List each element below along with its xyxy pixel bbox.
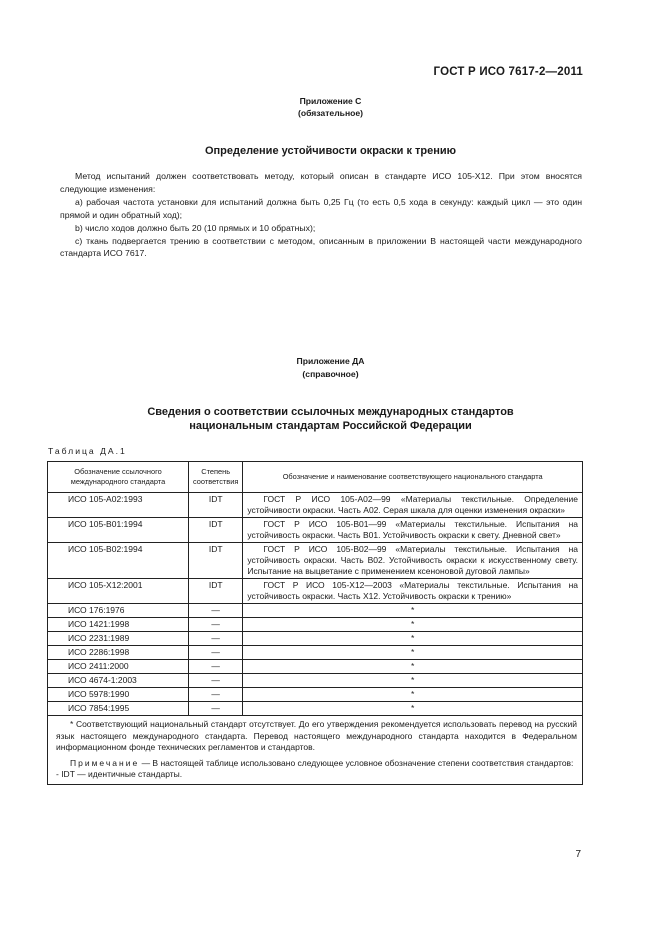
ref-cell: ИСО 7854:1995 — [48, 702, 189, 716]
footnote-text: * Соответствующий национальный стандарт отсутствует. До его утверждения рекомендуется использовать перевод на русский язык настоящего международного стандарта. Перевод настоящего международного стандарта находится в Федеральном информационном фонде технических регламентов и стандартов. — [56, 719, 577, 753]
ref-cell: ИСО 105-В02:1994 — [48, 543, 189, 579]
national-cell: * — [243, 688, 583, 702]
table-row — [48, 646, 583, 660]
table-header-row — [48, 462, 583, 493]
ref-cell: ИСО 2231:1989 — [48, 632, 189, 646]
appendix-c-body — [60, 170, 582, 260]
appendix-c-heading: Определение устойчивости окраски к трению — [204, 145, 457, 157]
list-item: с) ткань подвергается трению в соответствии с методом, описанным в приложении В настоящей части международного стандарта ИСО 7617. — [60, 235, 582, 259]
degree-cell: IDT — [189, 493, 243, 518]
degree-cell: IDT — [189, 543, 243, 579]
ref-cell: ИСО 105-Х12:2001 — [48, 579, 189, 604]
paragraph: Метод испытаний должен соответствовать методу, который описан в стандарте ИСО 105-Х12. При этом вносятся следующие изменения: — [60, 171, 582, 194]
degree-cell: — — [189, 688, 243, 702]
table-footer-row — [48, 716, 583, 785]
appendix-c-title: Приложение С — [299, 96, 362, 106]
note-label: Примечание — [70, 757, 140, 768]
ref-cell: ИСО 4674-1:2003 — [48, 674, 189, 688]
appendix-da-status: (справочное) — [302, 369, 359, 379]
table-row — [48, 674, 583, 688]
note-paragraph — [56, 758, 577, 770]
list-item: b) число ходов должно быть 20 (10 прямых и 10 обратных); — [75, 222, 316, 233]
table-row — [48, 493, 583, 518]
appendix-da-heading-line1: Сведения о соответствии ссылочных международных стандартов — [147, 406, 514, 418]
national-cell: ГОСТ Р ИСО 105-В01—99 «Материалы текстильные. Испытания на устойчивость окраски. Часть В01. Устойчивость окраски к свету. Дневной свет» — [243, 518, 583, 543]
correspondence-table — [47, 461, 583, 785]
national-cell: ГОСТ Р ИСО 105-А02—99 «Материалы текстильные. Определение устойчивости окраски. Часть А02. Серая шкала для оценки изменения окраски» — [243, 493, 583, 518]
note-text: — В настоящей таблице использовано следующее условное обозначение степени соответствия стандартов: — [139, 757, 574, 768]
degree-cell: — — [189, 702, 243, 716]
degree-cell: — — [189, 660, 243, 674]
list-item: а) рабочая частота установки для испытаний должна быть 0,25 Гц (то есть 0,5 хода в секунду: каждый цикл — это один прямой и один обратный ход); — [60, 196, 582, 220]
table-row — [48, 702, 583, 716]
table-row — [48, 688, 583, 702]
national-cell: * — [243, 618, 583, 632]
degree-cell: — — [189, 604, 243, 618]
degree-cell: — — [189, 632, 243, 646]
table-row — [48, 579, 583, 604]
ref-cell: ИСО 5978:1990 — [48, 688, 189, 702]
appendix-c-status: (обязательное) — [297, 108, 364, 118]
table-row — [48, 618, 583, 632]
header-degree: Степень соответствия — [189, 462, 243, 493]
national-cell: * — [243, 674, 583, 688]
national-cell: ГОСТ Р ИСО 105-Х12—2003 «Материалы текстильные. Испытания на устойчивость окраски. Часть Х12. Устойчивость окраски к трению» — [243, 579, 583, 604]
degree-cell: IDT — [189, 518, 243, 543]
degree-cell: IDT — [189, 579, 243, 604]
national-cell: * — [243, 632, 583, 646]
national-cell: * — [243, 660, 583, 674]
national-cell: ГОСТ Р ИСО 105-В02—99 «Материалы текстильные. Испытания на устойчивость окраски. Часть В02. Устойчивость окраски к искусственному свету. Испытание на выцветание с применением ксеноновой дуговой лампы» — [243, 543, 583, 579]
ref-cell: ИСО 2286:1998 — [48, 646, 189, 660]
degree-cell: — — [189, 646, 243, 660]
degree-cell: — — [189, 618, 243, 632]
appendix-da-heading-line2: национальным стандартам Российской Федерации — [189, 420, 472, 432]
table-row — [48, 660, 583, 674]
ref-cell: ИСО 105-А02:1993 — [48, 493, 189, 518]
table-label: Таблица ДА.1 — [48, 446, 127, 456]
appendix-da-title: Приложение ДА — [296, 356, 365, 366]
ref-cell: ИСО 1421:1998 — [48, 618, 189, 632]
document-code: ГОСТ Р ИСО 7617-2—2011 — [433, 66, 583, 78]
national-cell: * — [243, 604, 583, 618]
national-cell: * — [243, 646, 583, 660]
ref-cell: ИСО 105-В01:1994 — [48, 518, 189, 543]
table-footnote-cell — [48, 716, 583, 785]
table-row — [48, 604, 583, 618]
note-item: - IDT — идентичные стандарты. — [56, 769, 183, 780]
ref-cell: ИСО 2411:2000 — [48, 660, 189, 674]
table-row — [48, 518, 583, 543]
header-ref: Обозначение ссылочного международного стандарта — [48, 462, 189, 493]
degree-cell: — — [189, 674, 243, 688]
page-number: 7 — [575, 849, 581, 860]
header-national: Обозначение и наименование соответствующего национального стандарта — [243, 462, 583, 493]
ref-cell: ИСО 176:1976 — [48, 604, 189, 618]
national-cell: * — [243, 702, 583, 716]
table-row — [48, 543, 583, 579]
table-row — [48, 632, 583, 646]
